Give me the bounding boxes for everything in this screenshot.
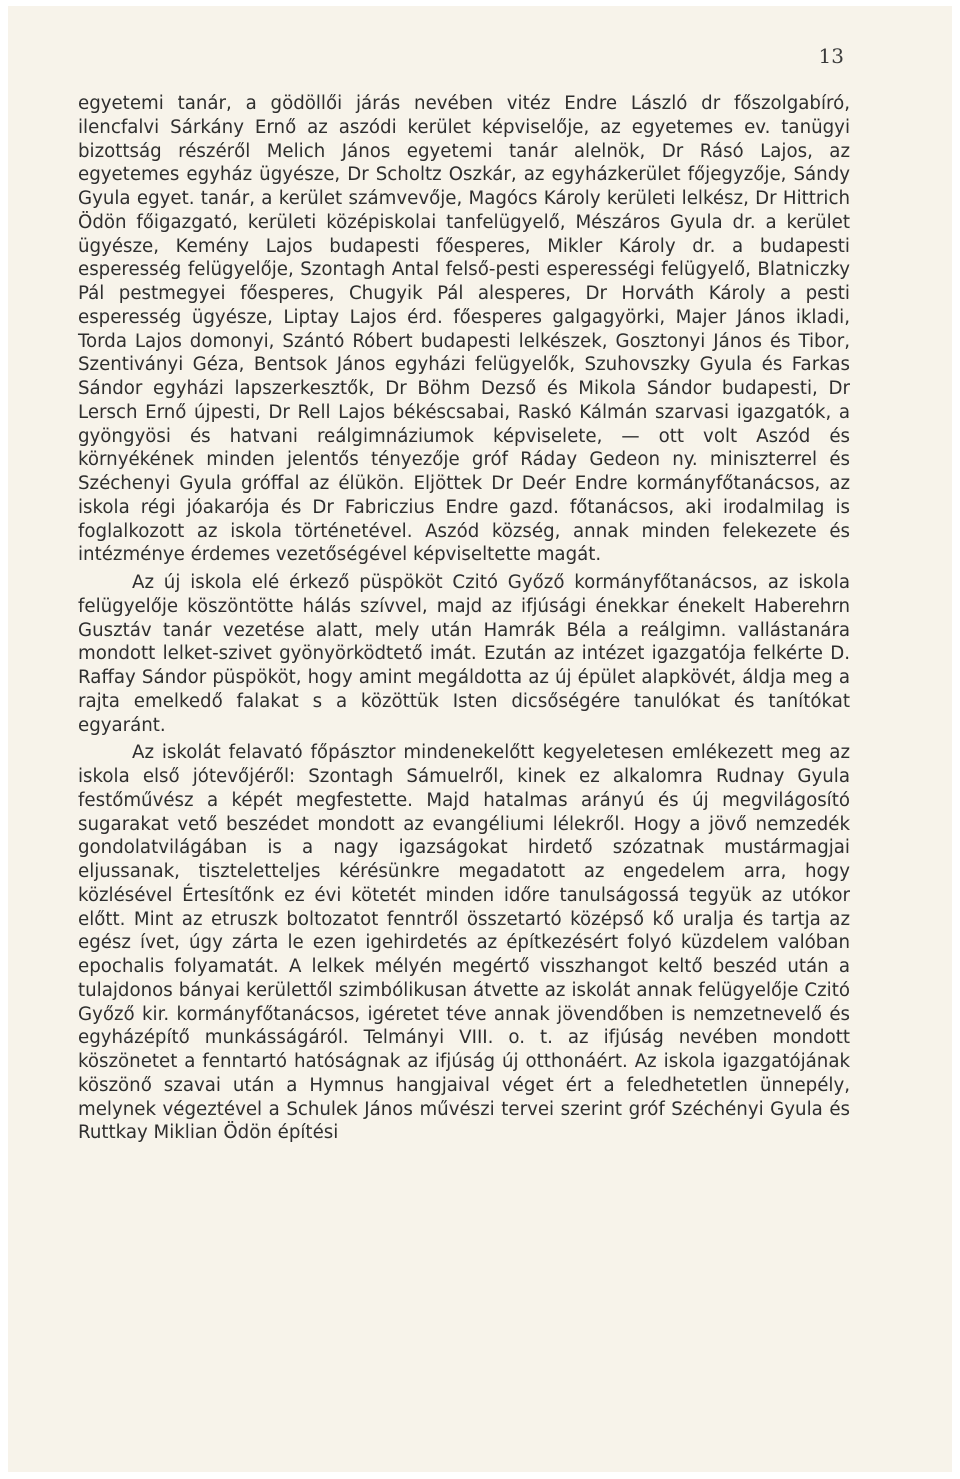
body-text bbox=[78, 92, 850, 1145]
scanned-page bbox=[8, 6, 952, 1472]
paragraph-2: Az új iskola elé érkező püspököt Czitó Győző kormányfőtanácsos, az iskola felügyelője köszöntötte hálás szívvel, majd az ifjúsági énekkar énekelt Haberehrn Gusztáv tanár vezetése alatt, mely után Hamrák Béla a reálgimn. vallástanára mondott lelket-szivet gyönyörködtető imát. Ezután az intézet igazgatója felkérte D. Raffay Sándor püspököt, hogy amint megáldotta az új épület alapkövét, áldja meg a rajta emelkedő falakat s a közöttük Isten dicsőségére tanulókat és tanítókat egyaránt. bbox=[78, 572, 850, 736]
page-number: 13 bbox=[818, 44, 844, 68]
paragraph-1: egyetemi tanár, a gödöllői járás nevében vitéz Endre László dr főszolgabíró, ilencfalvi Sárkány Ernő az aszódi kerület képviselője, az egyetemes ev. tanügyi bizottság részéről Melich János egyetemi tanár alelnök, Dr Rásó Lajos, az egyetemes egyház ügyésze, Dr Scholtz Oszkár, az egyházkerület főjegyzője, Sándy Gyula egyet. tanár, a kerület számvevője, Magócs Károly kerületi lelkész, Dr Hittrich Ödön főigazgató, kerületi középiskolai tanfelügyelő, Mészáros Gyula dr. a kerület ügyésze, Kemény Lajos budapesti főesperes, Mikler Károly dr. a budapesti esperesség felügyelője, Szontagh Antal felső-pesti esperességi felügyelő, Blatniczky Pál pestmegyei főesperes, Chugyik Pál alesperes, Dr Horváth Károly a pesti esperesség ügyésze, Liptay Lajos érd. főesperes galgagyörki, Majer János ikladi, Torda Lajos domonyi, Szántó Róbert budapesti lelkészek, Gosztonyi János és Tibor, Szentiványi Géza, Bentsok János egyházi felügyelők, Szuhovszky Gyula és Farkas Sándor egyházi lapszerkesztők, Dr Böhm Dezső és Mikola Sándor budapesti, Dr Lersch Ernő újpesti, Dr Rell Lajos békéscsabai, Raskó Kálmán szarvasi igazgatók, a gyöngyösi és hatvani reálgimnáziumok képviselete, — ott volt Aszód és környékének minden jelentős tényezője gróf Ráday Gedeon ny. miniszterrel és Széchenyi Gyula gróffal az élükön. Eljöttek Dr Deér Endre kormányfőtanácsos, az iskola régi jóakarója és Dr Fabriczius Endre gazd. főtanácsos, aki irodalmilag is foglalkozott az iskola történetével. Aszód község, annak minden felekezete és intézménye érdemes vezetőségével képviseltette magát. bbox=[78, 93, 850, 566]
paragraph-3: Az iskolát felavató főpásztor mindenekelőtt kegyeletesen emlékezett meg az iskola első jótevőjéről: Szontagh Sámuelről, kinek ez alkalomra Rudnay Gyula festőművész a képét megfestette. Majd hatalmas arányú és új megvilágosító sugarakat vető beszédet mondott az evangéliumi lélekről. Hogy a jövő nemzedék gondolatvilágában is a nagy igazságokat hirdető szózatnak mustármagjai eljussanak, tiszteletteljes kérésünkre megadatott az engedelem arra, hogy közlésével Értesítőnk ez évi kötetét minden időre tanulságossá tegyük az utókor előtt. Mint az etruszk boltozatot fenntről összetartó középső kő uralja és tartja az egész ívet, úgy zárta le ezen igehirdetés az építkezésért folyó küzdelem valóban epochalis folyamatát. A lelkek mélyén megértő visszhangot keltő beszéd után a tulajdonos bányai kerülettől szimbólikusan átvette az iskolát annak felügyelője Czitó Győző kir. kormányfőtanácsos, igéretet téve annak jövendőben is nemzetnevelő és egyházépítő munkásságáról. Telmányi VIII. o. t. az ifjúság nevében mondott köszönetet a fenntartó hatóságnak az ifjúság új otthonáért. Az iskola igazgatójának köszönő szavai után a Hymnus hangjaival véget ért a feledhetetlen ünnepély, melynek végeztével a Schulek János művészi tervei szerint gróf Széchényi Gyula és Ruttkay Miklian Ödön építési bbox=[78, 742, 850, 1144]
